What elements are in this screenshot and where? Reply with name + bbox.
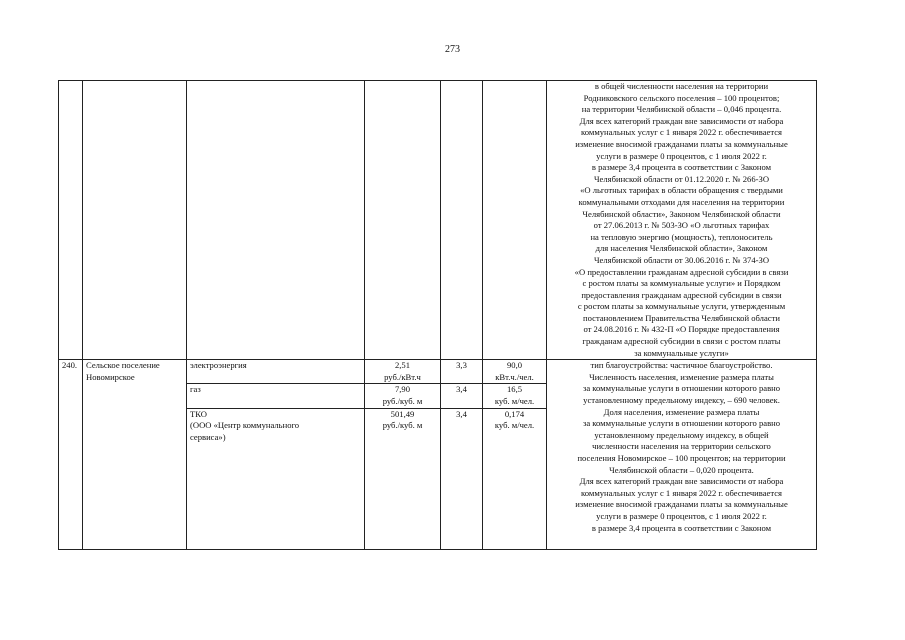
text-line: на тепловую энергию (мощность), теплоноситель <box>590 231 773 242</box>
text-line: за коммунальные услуги» <box>634 347 729 358</box>
text-line: Челябинской области от 30.06.2016 г. № 374-ЗО <box>593 254 770 265</box>
service-name <box>187 384 365 408</box>
tariff-line: 7,90 <box>394 384 411 395</box>
text-line: от 27.06.2013 г. № 503-ЗО «О льготных тарифах <box>593 220 770 231</box>
text-line: Челябинской области», Законом Челябинской области <box>582 208 781 219</box>
text-line: постановлением Правительства Челябинской области <box>583 312 780 323</box>
text-line: установленному предельному индексу, – 690 человек. <box>583 395 780 406</box>
service-line: газ <box>190 384 201 395</box>
text-line: поселения Новомирское – 100 процентов; на территории <box>577 453 786 463</box>
table-row-continuation <box>59 81 817 360</box>
volume-value <box>483 384 547 408</box>
tariff-unit: руб./куб. м <box>382 420 423 431</box>
text-line: за коммунальные услуги в отношении которого равно <box>582 383 781 394</box>
service-name <box>187 408 365 549</box>
page-number: 273 <box>445 44 460 55</box>
index-value: 3,4 <box>441 384 483 408</box>
text-line: в размере 3,4 процента в соответствии с Законом <box>591 522 772 533</box>
text-line: от 24.08.2016 г. № 432-П «О Порядке предоставления <box>583 324 780 335</box>
volume-line: 16,5 <box>506 384 523 395</box>
tariff-line: 2,51 <box>394 360 411 371</box>
cell-service <box>187 81 365 360</box>
text-line: «О предоставлении гражданам адресной субсидии в связи <box>574 266 789 277</box>
text-line: установленному предельному индексу, в общей <box>594 429 769 440</box>
text-line: услуги в размере 0 процентов, с 1 июля 2022 г. <box>596 510 767 521</box>
volume-line: 90,0 <box>506 360 523 371</box>
cell-number <box>59 81 83 360</box>
volume-unit: куб. м/чел. <box>494 420 535 431</box>
text-line: Челябинской области – 0,020 процента. <box>609 464 754 475</box>
settlement-line: Сельское поселение <box>86 360 160 371</box>
text-line: изменение вносимой гражданами платы за коммунальные <box>575 138 788 149</box>
service-line: ТКО <box>190 408 207 419</box>
cell-description-continuation <box>547 81 817 360</box>
volume-unit: куб. м/чел. <box>494 396 535 407</box>
text-line: с ростом платы за коммунальные услуги, утвержденным <box>577 301 786 312</box>
text-line: Родниковского сельского поселения – 100 процентов; <box>583 92 780 103</box>
tariff-value <box>365 360 441 384</box>
tariff-value <box>365 408 441 549</box>
text-line: услуги в размере 0 процентов, с 1 июля 2022 г. <box>596 150 767 161</box>
cell-tariff <box>365 81 441 360</box>
text-line: численности населения на территории сельского <box>592 441 771 452</box>
volume-value <box>483 360 547 384</box>
settlement-line: Новомирское <box>86 371 135 382</box>
cell-index <box>441 81 483 360</box>
text-line: коммунальными отходами для населения на территории <box>578 196 785 207</box>
settlement-name <box>83 360 187 549</box>
text-line: гражданам адресной субсидии в связи с ростом платы <box>582 336 781 347</box>
tariff-table <box>58 80 817 550</box>
text-line: коммунальных услуг с 1 января 2022 г. обеспечивается <box>581 127 782 138</box>
text-line: Для всех категорий граждан вне зависимости от набора <box>579 476 784 487</box>
tariff-unit: руб./куб. м <box>382 396 423 407</box>
text-line: для населения Челябинской области», Законом <box>595 243 768 254</box>
service-line: электроэнергия <box>190 360 247 371</box>
text-line: «О льготных тарифах в области обращения с твердыми <box>580 185 783 196</box>
tariff-unit: руб./кВт.ч <box>384 371 421 382</box>
row-number: 240. <box>59 360 83 549</box>
service-name <box>187 360 365 384</box>
text-line: тип благоустройства: частичное благоустройство. <box>590 360 773 371</box>
text-line: в размере 3,4 процента в соответствии с Законом <box>591 162 772 173</box>
volume-line: 0,174 <box>504 408 525 419</box>
text-line: Доля населения, изменение размера платы <box>603 406 760 417</box>
tariff-line: 501,49 <box>390 408 415 419</box>
text-line: на территории Челябинской области – 0,046 процента. <box>581 104 782 115</box>
text-line: Численность населения, изменение размера платы <box>589 371 774 382</box>
cell-volume <box>483 81 547 360</box>
service-line: (ООО «Центр коммунального <box>190 420 300 431</box>
row-240-description <box>547 360 817 549</box>
tariff-value <box>365 384 441 408</box>
text-line: в общей численности населения на территории <box>594 81 769 91</box>
index-value: 3,4 <box>441 408 483 549</box>
volume-unit: кВт.ч./чел. <box>495 371 534 382</box>
index-value: 3,3 <box>441 360 483 384</box>
text-line: Челябинской области от 01.12.2020 г. № 266-ЗО <box>593 173 770 184</box>
cell-settlement <box>83 81 187 360</box>
text-line: изменение вносимой гражданами платы за коммунальные <box>575 499 788 510</box>
text-line: Для всех категорий граждан вне зависимости от набора <box>579 115 784 126</box>
text-line: с ростом платы за коммунальные услуги» и Порядком <box>582 278 781 289</box>
table-row-240-electricity <box>59 360 817 384</box>
service-line: сервиса») <box>190 431 226 442</box>
text-line: предоставления гражданам адресной субсидии в связи <box>581 289 782 300</box>
volume-value <box>483 408 547 549</box>
text-line: за коммунальные услуги в отношении которого равно <box>582 418 781 429</box>
text-line: коммунальных услуг с 1 января 2022 г. обеспечивается <box>581 487 782 498</box>
